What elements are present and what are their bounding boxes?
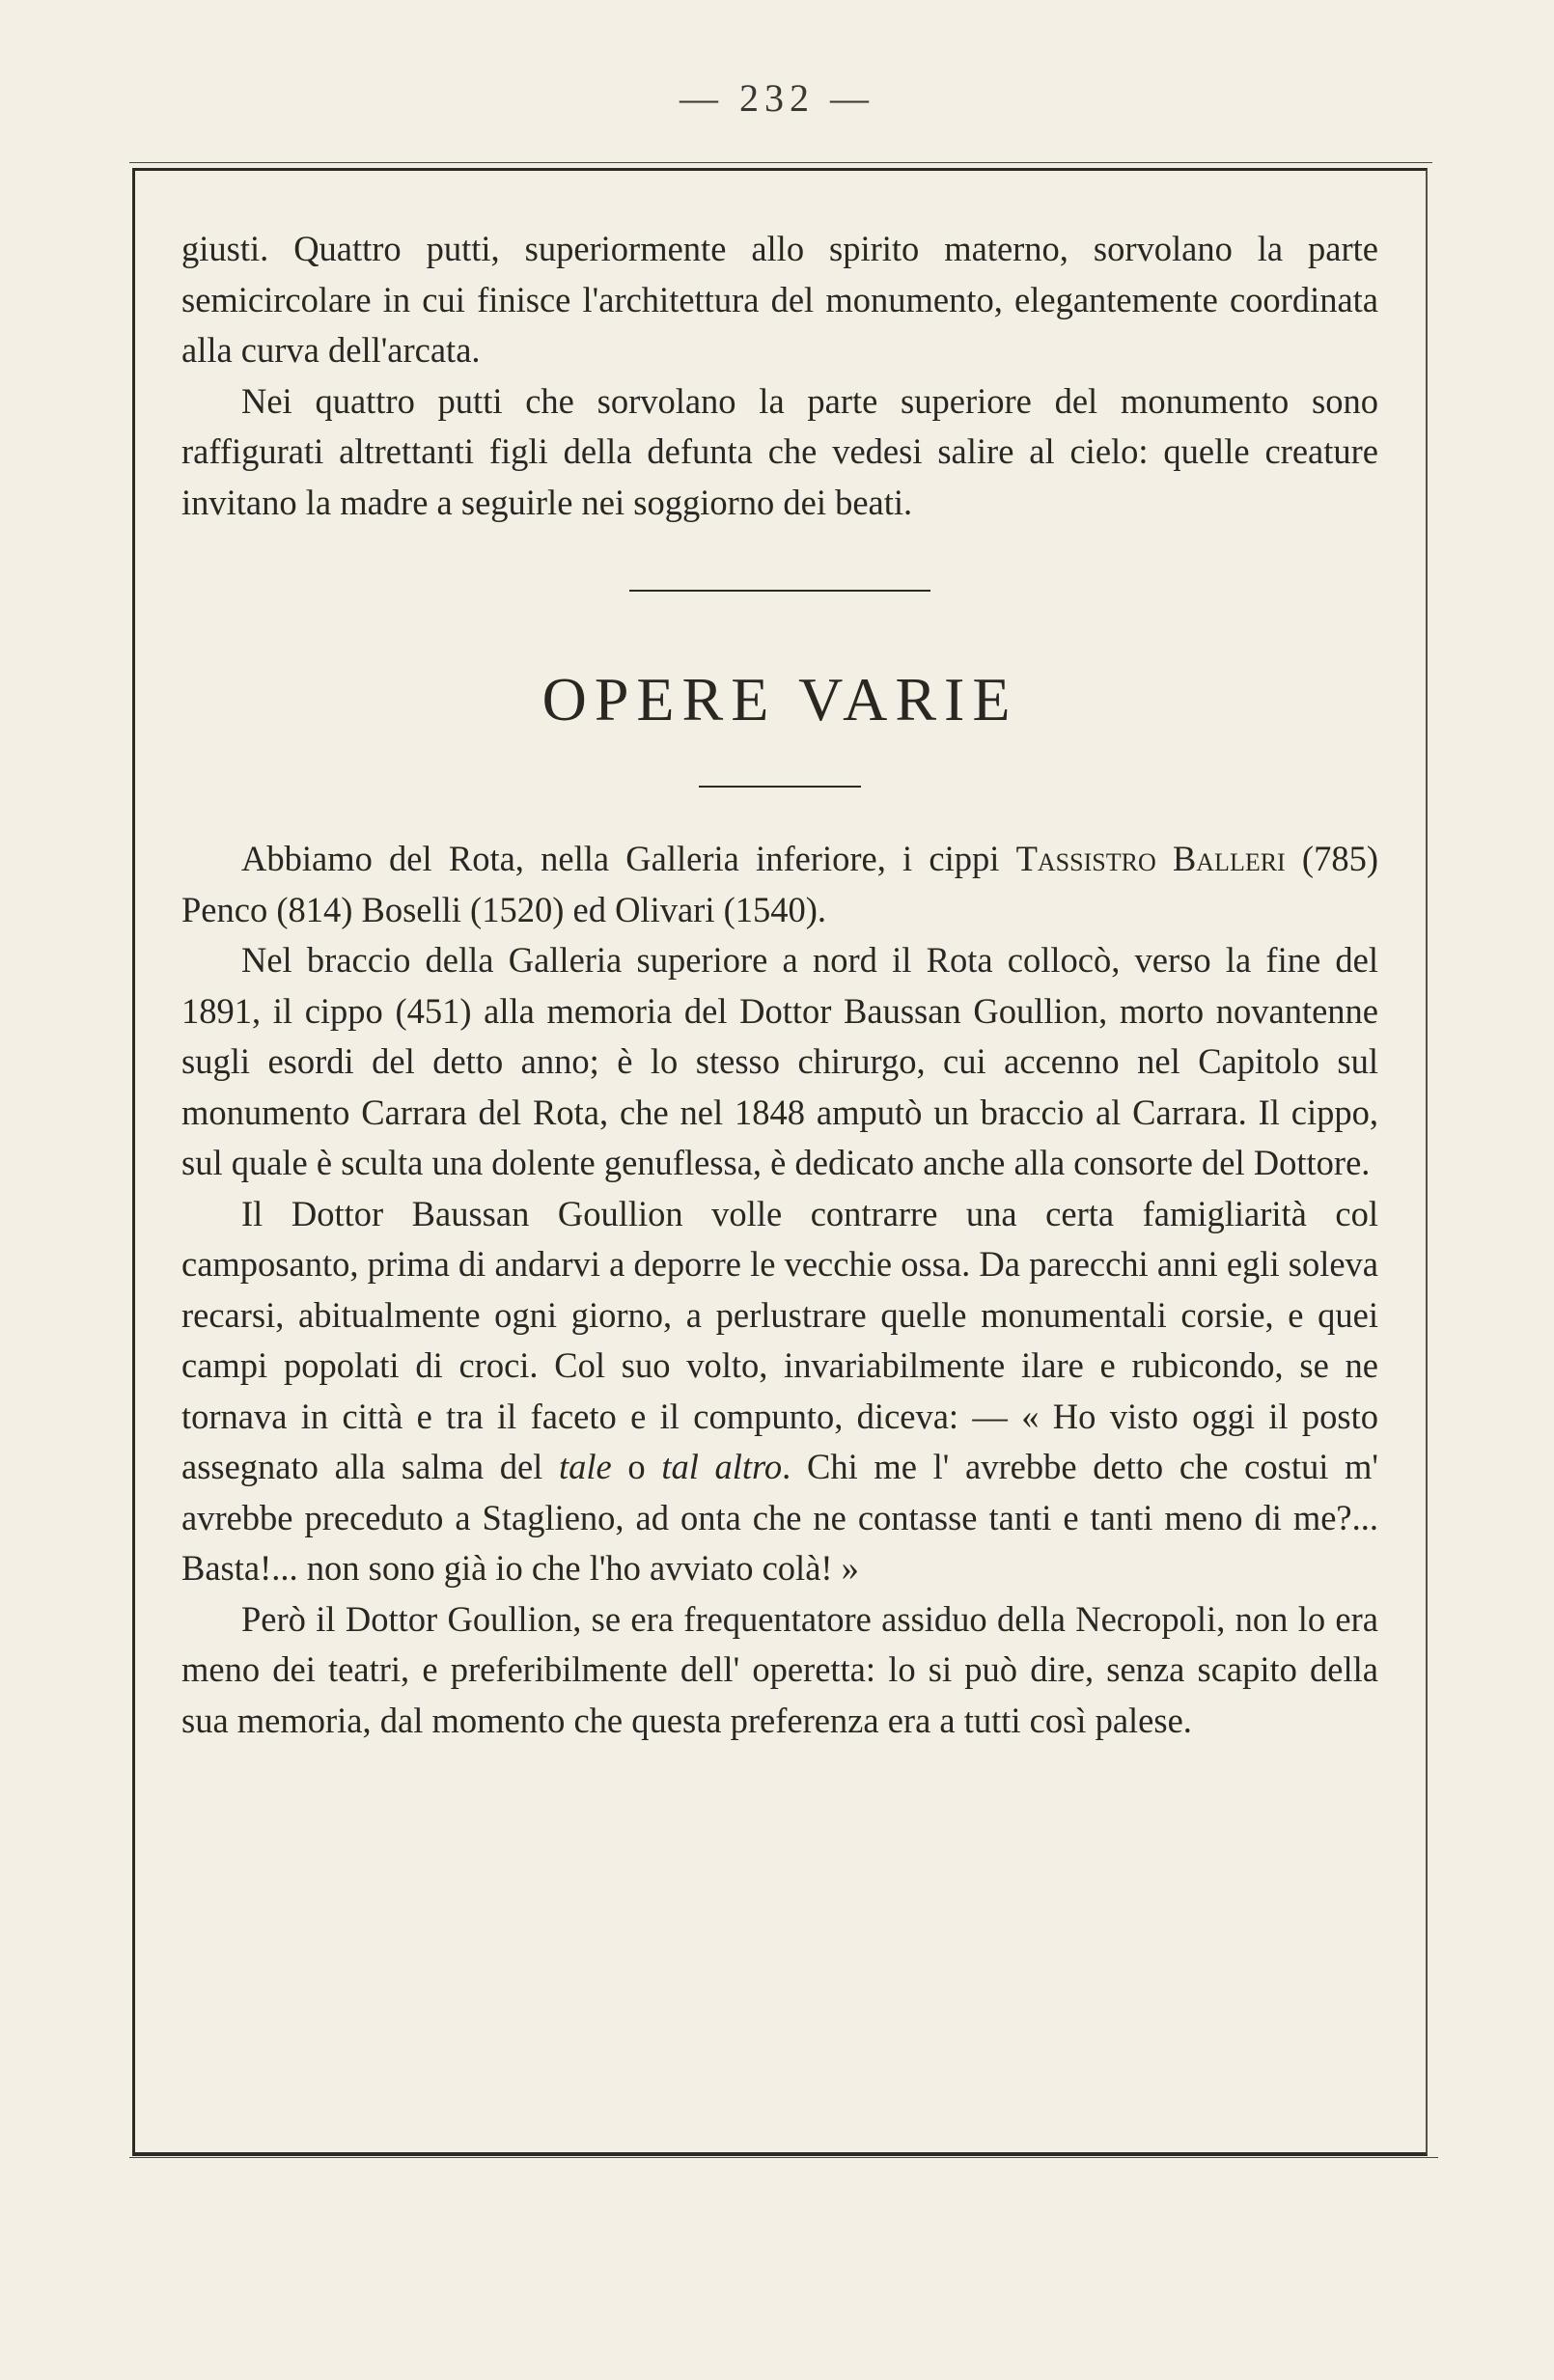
paragraph-text: (785) Penco (814) Boselli (1520) ed Olivari (1540). <box>181 839 1378 929</box>
paragraph-text: Abbiamo del Rota, nella Galleria inferiore, i cippi <box>241 839 1016 878</box>
frame-bottom-rule <box>129 2157 1438 2158</box>
italic-term: tal altro <box>661 1447 783 1486</box>
italic-term: tale <box>559 1447 612 1486</box>
paragraph-text: o <box>611 1447 662 1486</box>
cippi-names: Tassistro Balleri <box>1015 839 1286 878</box>
section-paragraph-1 <box>181 834 1378 935</box>
paragraph-text: Il Dottor Baussan Goullion volle contrarre una certa famigliarità col camposanto, prima di andarvi a deporre le vecchie ossa. Da parecchi anni egli soleva recarsi, abitualmente ogni giorno, a perlustrare quelle monumentali corsie, e quei campi popolati di croci. Col suo volto, invariabilmente ilare e rubicondo, se ne tornava in città e tra il faceto e il compunto, diceva: — « Ho visto oggi il posto assegnato alla salma del <box>181 1193 1378 1486</box>
intro-paragraph-2: Nei quattro putti che sorvolano la parte superiore del monumento sono raffigurati altrettanti figli della defunta che vedesi salire al cielo: quelle creature invitano la madre a seguirle nei soggiorno dei beati. <box>181 380 1378 522</box>
section-divider-top <box>629 590 930 592</box>
page-number: — 232 — <box>680 76 874 120</box>
section-paragraph-4: Però il Dottor Goullion, se era frequentatore assiduo della Necropoli, non lo era meno dei teatri, e preferibilmente dell' operetta: lo si può dire, senza scapito della sua memoria, dal momento che questa preferenza era a tutti così palese. <box>181 1598 1378 1740</box>
section-divider-bottom <box>699 786 861 788</box>
section-paragraph-2: Nel braccio della Galleria superiore a nord il Rota collocò, verso la fine del 1891, il cippo (451) alla memoria del Dottor Baussan Goullion, morto novantenne sugli esordi del detto anno; è lo stesso chirurgo, cui accenno nel Capitolo sul monumento Carrara del Rota, che nel 1848 amputò un braccio al Carrara. Il cippo, sul quale è sculta una dolente genuflessa, è dedicato anche alla consorte del Dottore. <box>181 940 1378 1182</box>
frame-top-rule <box>129 162 1432 163</box>
section-paragraph-3 <box>181 1189 1378 1594</box>
section-title: OPERE VARIE <box>541 665 1018 733</box>
intro-paragraph-1: giusti. Quattro putti, superiormente allo spirito materno, sorvolano la parte semicircolare in cui finisce l'architettura del monumento, elegantemente coordinata alla curva dell'arcata. <box>181 229 1378 370</box>
paragraph-text: . Chi me l' avrebbe detto che costui m' avrebbe preceduto a Staglieno, ad onta che ne contasse tanti e tanti meno di me?... Basta!... non sono già io che l'ho avviato colà! » <box>181 1447 1379 1588</box>
page-content <box>181 224 1378 1746</box>
